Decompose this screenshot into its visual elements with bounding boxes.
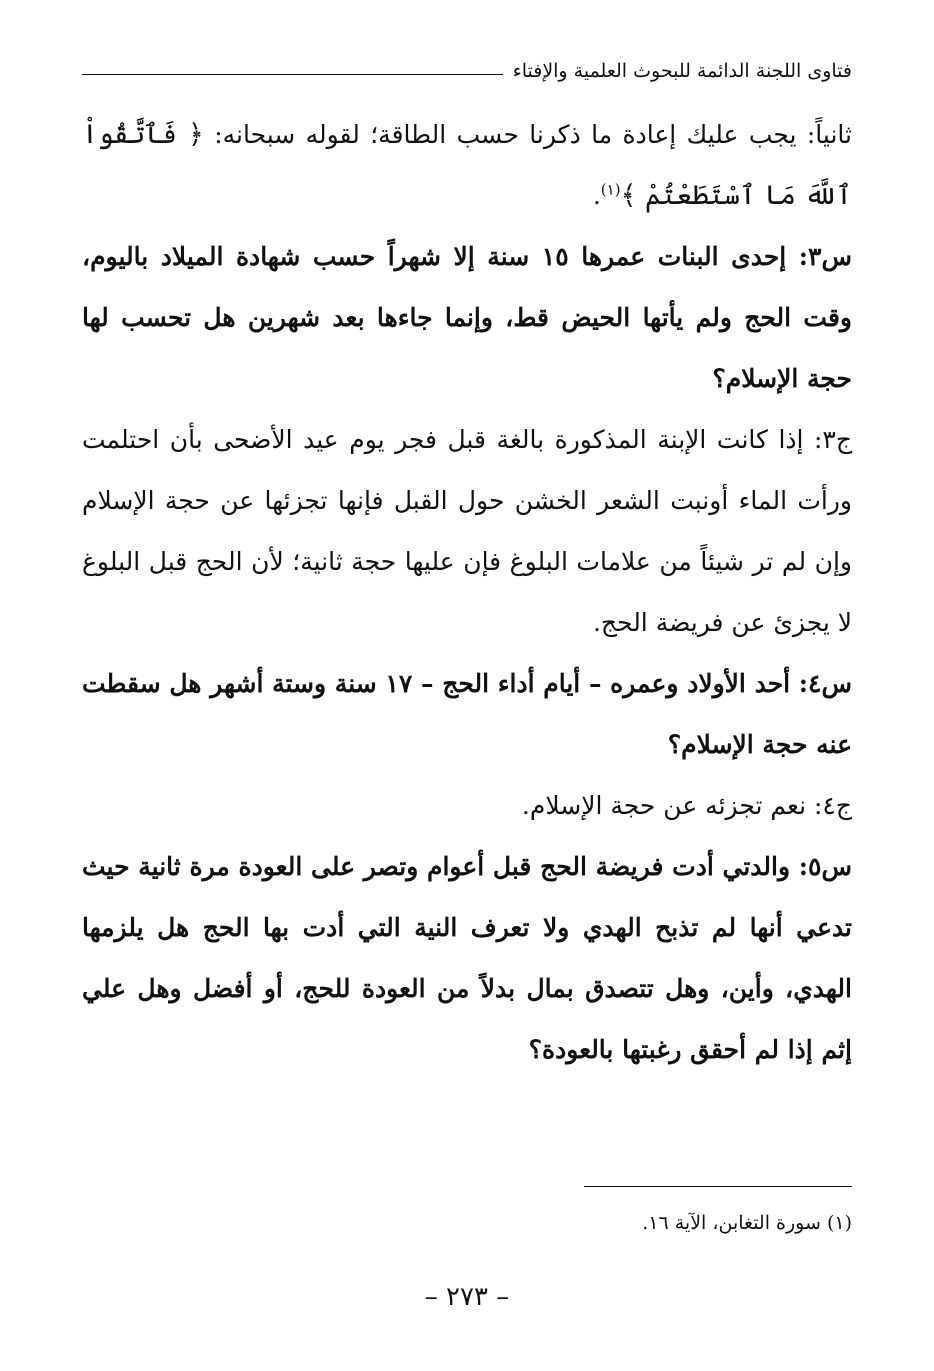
question-paragraph: س٤: أحد الأولاد وعمره – أيام أداء الحج – ١٧ سنة وستة أشهر هل سقطت عنه حجة الإسلام؟ [82, 669, 853, 759]
question-paragraph: س٣: إحدى البنات عمرها ١٥ سنة إلا شهراً حسب شهادة الميلاد باليوم، وقت الحج ولم يأتها الحيض قط، وإنما جاءها بعد شهرين هل تحسب لها حجة الإسلام؟ [82, 242, 852, 393]
footnote: (١) سورة التغابن، الآية ١٦. [642, 1212, 852, 1234]
question-paragraph: س٥: والدتي أدت فريضة الحج قبل أعوام وتصر على العودة مرة ثانية حيث تدعي أنها لم تذبح الهدي ولا تعرف النية التي أدت بها الحج هل يلزمها الهدي، وأين، وهل تتصدق بمال بدلاً من العودة للحج، أو أفضل وهل علي إثم إذا لم أحقق رغبتها بالعودة؟ [82, 852, 852, 1064]
footnote-separator [584, 1186, 852, 1187]
body-text [82, 104, 852, 1080]
answer-paragraph: ج٤: نعم تجزئه عن حجة الإسلام. [521, 791, 852, 820]
answer-text: ثانياً: يجب عليك إعادة ما ذكرنا حسب الطاقة؛ لقوله سبحانه: [214, 120, 852, 149]
answer-paragraph: ج٣: إذا كانت الإبنة المذكورة بالغة قبل فجر يوم عيد الأضحى بأن احتلمت ورأت الماء أونبت الشعر الخشن حول القبل فإنها تجزئها عن حجة الإسلام وإن لم تر شيئاً من علامات البلوغ فإن عليها حجة ثانية؛ لأن الحج قبل البلوغ لا يجزئ عن فريضة الحج. [82, 425, 852, 637]
running-header [82, 56, 852, 86]
running-title: فتاوى اللجنة الدائمة للبحوث العلمية والإفتاء [512, 60, 852, 82]
quran-verse: ﴿ فَٱتَّقُواْ ٱللَّهَ مَا ٱسْتَطَعْتُمْ ﴾ [82, 119, 852, 211]
footnote-reference: (١) [600, 180, 621, 199]
verse-end-punctuation: . [592, 181, 601, 210]
answer-paragraph [82, 104, 852, 226]
page-number: – ٢٧٣ – [424, 1282, 510, 1312]
header-rule [82, 74, 503, 75]
